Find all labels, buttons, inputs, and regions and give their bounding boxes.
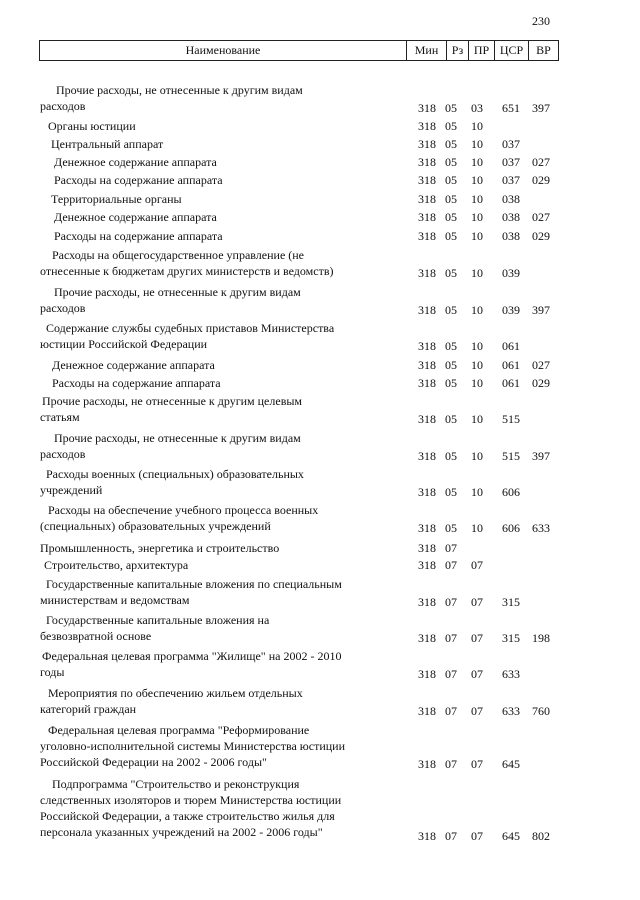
row-name-line: расходов — [40, 447, 86, 461]
code-vr: 397 — [532, 449, 550, 463]
row-name: Денежное содержание аппарата — [54, 210, 217, 224]
code-rz: 05 — [445, 358, 457, 372]
header-csr: ЦСР — [494, 41, 528, 60]
row-name-line: отнесенные к бюджетам других министерств и ведомств) — [40, 264, 334, 278]
code-pr: 07 — [471, 829, 483, 843]
code-pr: 07 — [471, 595, 483, 609]
row-name-line: Мероприятия по обеспечению жильем отдельных — [48, 686, 303, 700]
code-vr: 397 — [532, 101, 550, 115]
code-vr: 760 — [532, 704, 550, 718]
code-vr: 029 — [532, 173, 550, 187]
row-name-line: (специальных) образовательных учреждений — [40, 519, 271, 533]
code-csr: 315 — [502, 631, 520, 645]
row-name-line: министерствам и ведомствам — [40, 593, 190, 607]
row-name: Расходы на содержание аппарата — [54, 173, 223, 187]
code-pr: 07 — [471, 667, 483, 681]
code-csr: 515 — [502, 449, 520, 463]
code-rz: 05 — [445, 210, 457, 224]
row-name-line: Прочие расходы, не отнесенные к другим видам — [54, 285, 301, 299]
row-name-line: Расходы на общегосударственное управление (не — [52, 248, 305, 262]
row-name-line: персонала указанных учреждений на 2002 - 2006 годы" — [40, 825, 323, 839]
code-min: 318 — [418, 541, 436, 555]
code-pr: 10 — [471, 210, 483, 224]
code-vr: 397 — [532, 303, 550, 317]
row-name-line: Прочие расходы, не отнесенные к другим целевым — [42, 394, 303, 408]
row-name — [40, 722, 408, 770]
code-pr: 10 — [471, 303, 483, 317]
row-name: Территориальные органы — [51, 192, 182, 206]
row-name — [40, 612, 406, 644]
row-name — [42, 648, 402, 680]
code-rz: 05 — [445, 155, 457, 169]
code-min: 318 — [418, 358, 436, 372]
code-csr: 037 — [502, 155, 520, 169]
code-rz: 07 — [445, 541, 457, 555]
row-name: Расходы на содержание аппарата — [52, 376, 221, 390]
code-rz: 07 — [445, 667, 457, 681]
row-name — [40, 82, 416, 114]
row-name: Денежное содержание аппарата — [54, 155, 217, 169]
code-pr: 10 — [471, 358, 483, 372]
row-name — [40, 466, 406, 498]
code-rz: 05 — [445, 449, 457, 463]
row-name — [40, 685, 408, 717]
code-min: 318 — [418, 631, 436, 645]
row-name — [42, 393, 402, 425]
code-rz: 07 — [445, 829, 457, 843]
row-name — [40, 430, 414, 462]
code-vr: 802 — [532, 829, 550, 843]
row-name-line: Прочие расходы, не отнесенные к другим видам — [56, 83, 303, 97]
code-min: 318 — [418, 192, 436, 206]
code-min: 318 — [418, 595, 436, 609]
code-rz: 05 — [445, 485, 457, 499]
code-vr: 633 — [532, 521, 550, 535]
row-name-line: безвозвратной основе — [40, 629, 152, 643]
code-csr: 645 — [502, 757, 520, 771]
code-vr: 027 — [532, 155, 550, 169]
code-rz: 05 — [445, 339, 457, 353]
code-rz: 05 — [445, 192, 457, 206]
code-min: 318 — [418, 376, 436, 390]
row-name-line: следственных изоляторов и тюрем Министерства юстиции — [40, 793, 342, 807]
code-min: 318 — [418, 704, 436, 718]
code-csr: 645 — [502, 829, 520, 843]
row-name-line: Расходы на обеспечение учебного процесса военных — [48, 503, 319, 517]
row-name-line: Содержание службы судебных приставов Министерства — [46, 321, 335, 335]
code-pr: 10 — [471, 266, 483, 280]
code-pr: 10 — [471, 173, 483, 187]
row-name-line: годы — [40, 665, 65, 679]
row-name — [40, 247, 412, 279]
row-name — [40, 284, 414, 316]
code-min: 318 — [418, 339, 436, 353]
code-pr: 10 — [471, 119, 483, 133]
code-vr: 027 — [532, 358, 550, 372]
row-name-line: уголовно-исполнительной системы Министерства юстиции — [40, 739, 346, 753]
code-min: 318 — [418, 449, 436, 463]
code-rz: 05 — [445, 521, 457, 535]
code-csr: 061 — [502, 358, 520, 372]
code-min: 318 — [418, 101, 436, 115]
row-name — [40, 776, 412, 840]
row-name-line: Российской Федерации, а также строительство жилья для — [40, 809, 335, 823]
code-min: 318 — [418, 210, 436, 224]
code-min: 318 — [418, 119, 436, 133]
row-name — [40, 576, 406, 608]
code-csr: 606 — [502, 485, 520, 499]
code-rz: 07 — [445, 631, 457, 645]
code-rz: 07 — [445, 595, 457, 609]
table-header — [39, 40, 559, 61]
code-csr: 061 — [502, 339, 520, 353]
code-csr: 606 — [502, 521, 520, 535]
header-pr: ПР — [468, 41, 494, 60]
code-rz: 05 — [445, 376, 457, 390]
code-min: 318 — [418, 137, 436, 151]
code-min: 318 — [418, 485, 436, 499]
row-name-line: Федеральная целевая программа "Реформирование — [48, 723, 310, 737]
code-csr: 038 — [502, 210, 520, 224]
code-rz: 05 — [445, 266, 457, 280]
code-rz: 05 — [445, 229, 457, 243]
code-pr: 10 — [471, 339, 483, 353]
code-rz: 07 — [445, 704, 457, 718]
code-min: 318 — [418, 521, 436, 535]
row-name — [40, 502, 408, 534]
code-min: 318 — [418, 558, 436, 572]
code-rz: 05 — [445, 119, 457, 133]
code-csr: 061 — [502, 376, 520, 390]
code-min: 318 — [418, 303, 436, 317]
code-min: 318 — [418, 667, 436, 681]
code-min: 318 — [418, 829, 436, 843]
code-pr: 07 — [471, 631, 483, 645]
row-name: Промышленность, энергетика и строительство — [40, 541, 280, 555]
code-csr: 633 — [502, 704, 520, 718]
code-rz: 05 — [445, 412, 457, 426]
code-csr: 038 — [502, 192, 520, 206]
code-rz: 05 — [445, 173, 457, 187]
row-name: Строительство, архитектура — [44, 558, 189, 572]
code-pr: 10 — [471, 485, 483, 499]
row-name-line: Подпрограмма "Строительство и реконструкция — [52, 777, 300, 791]
code-rz: 05 — [445, 137, 457, 151]
row-name-line: юстиции Российской Федерации — [40, 337, 208, 351]
code-vr: 029 — [532, 229, 550, 243]
code-csr: 515 — [502, 412, 520, 426]
code-pr: 10 — [471, 192, 483, 206]
code-csr: 315 — [502, 595, 520, 609]
code-vr: 027 — [532, 210, 550, 224]
code-csr: 038 — [502, 229, 520, 243]
page-number: 230 — [532, 14, 550, 28]
code-vr: 029 — [532, 376, 550, 390]
code-min: 318 — [418, 266, 436, 280]
code-pr: 10 — [471, 412, 483, 426]
row-name-line: расходов — [40, 99, 86, 113]
row-name-line: Прочие расходы, не отнесенные к другим видам — [54, 431, 301, 445]
code-csr: 039 — [502, 303, 520, 317]
row-name-line: Федеральная целевая программа "Жилище" на 2002 - 2010 — [42, 649, 342, 663]
code-pr: 07 — [471, 704, 483, 718]
code-pr: 10 — [471, 155, 483, 169]
code-pr: 10 — [471, 376, 483, 390]
header-rz: Рз — [446, 41, 468, 60]
code-pr: 07 — [471, 558, 483, 572]
code-min: 318 — [418, 412, 436, 426]
row-name-line: Государственные капитальные вложения по специальным — [46, 577, 342, 591]
code-min: 318 — [418, 757, 436, 771]
header-min: Мин — [406, 41, 446, 60]
row-name: Органы юстиции — [48, 119, 136, 133]
code-pr: 03 — [471, 101, 483, 115]
code-vr: 198 — [532, 631, 550, 645]
code-rz: 07 — [445, 558, 457, 572]
header-vr: ВР — [528, 41, 558, 60]
row-name: Центральный аппарат — [51, 137, 164, 151]
code-min: 318 — [418, 155, 436, 169]
row-name: Денежное содержание аппарата — [52, 358, 215, 372]
code-rz: 07 — [445, 757, 457, 771]
code-csr: 651 — [502, 101, 520, 115]
row-name-line: категорий граждан — [40, 702, 137, 716]
code-pr: 10 — [471, 137, 483, 151]
row-name-line: расходов — [40, 301, 86, 315]
row-name — [40, 320, 406, 352]
code-pr: 10 — [471, 229, 483, 243]
row-name-line: Российской Федерации на 2002 - 2006 годы" — [40, 755, 267, 769]
row-name-line: Расходы военных (специальных) образовательных — [46, 467, 304, 481]
code-csr: 039 — [502, 266, 520, 280]
code-pr: 10 — [471, 449, 483, 463]
code-rz: 05 — [445, 101, 457, 115]
row-name: Расходы на содержание аппарата — [54, 229, 223, 243]
code-pr: 10 — [471, 521, 483, 535]
row-name-line: статьям — [40, 410, 80, 424]
code-min: 318 — [418, 229, 436, 243]
code-csr: 037 — [502, 137, 520, 151]
row-name-line: учреждений — [40, 483, 103, 497]
row-name-line: Государственные капитальные вложения на — [46, 613, 270, 627]
code-csr: 633 — [502, 667, 520, 681]
code-rz: 05 — [445, 303, 457, 317]
code-csr: 037 — [502, 173, 520, 187]
header-name: Наименование — [185, 43, 261, 57]
code-min: 318 — [418, 173, 436, 187]
code-pr: 07 — [471, 757, 483, 771]
